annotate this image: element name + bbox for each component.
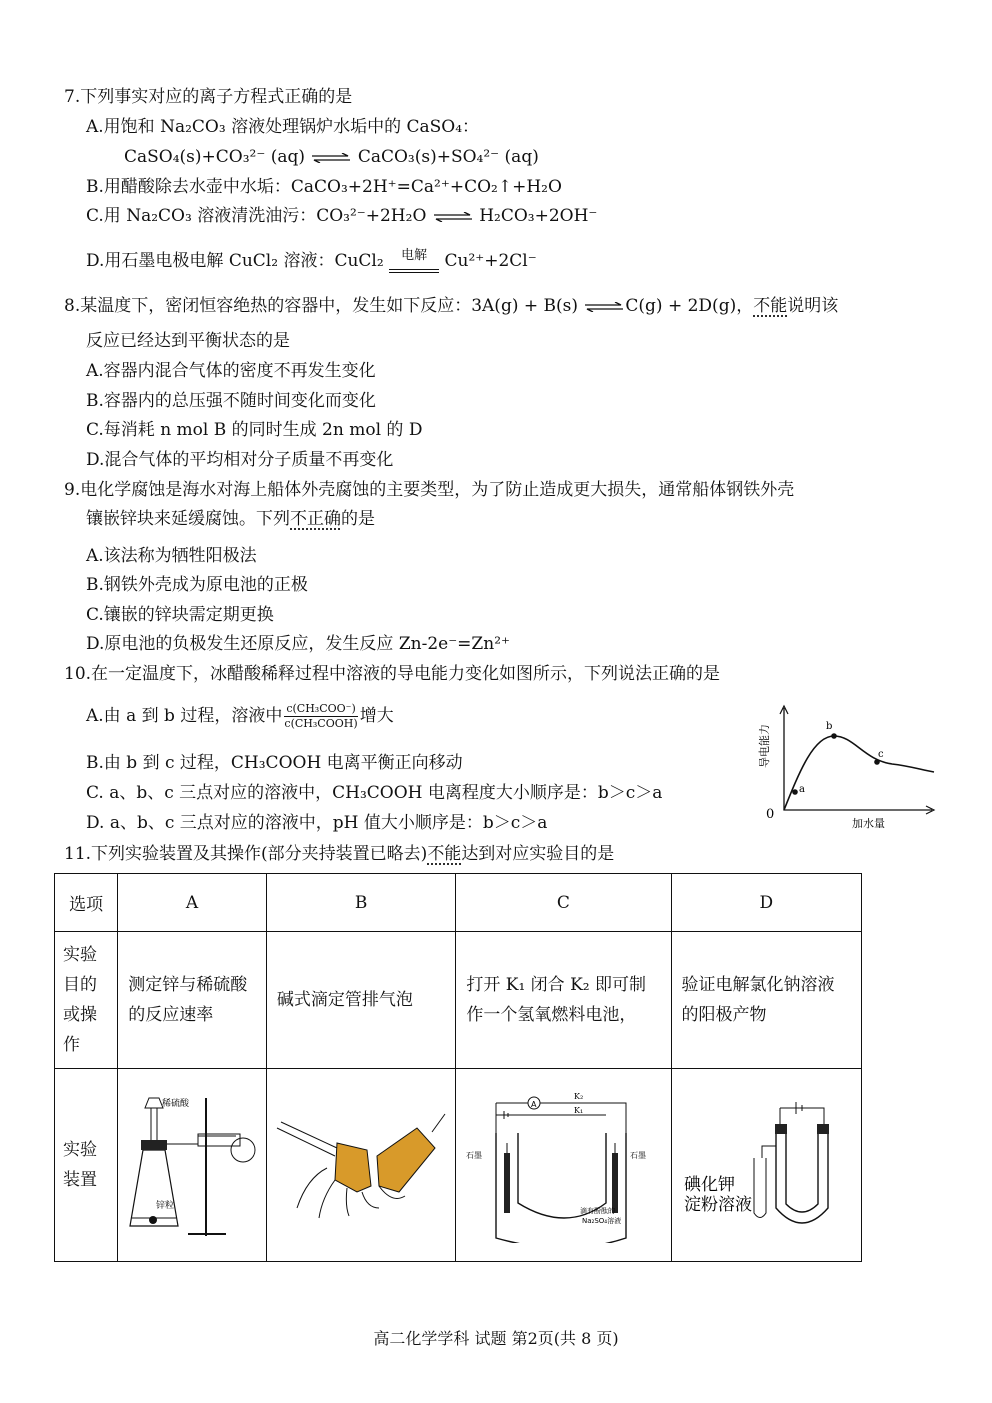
q7-a-eq-left: CaSO₄(s)+CO₃²⁻ (aq)	[124, 147, 306, 167]
origin-label: 0	[766, 807, 775, 822]
header-option: 选项	[55, 874, 118, 932]
solution-label-2: Na₂SO₄溶液	[582, 1216, 622, 1225]
q7-c-left: C.用 Na₂CO₃ 溶液清洗油污：CO₃²⁻+2H₂O	[86, 206, 427, 226]
q7-d-left: D.用石墨电极电解 CuCl₂ 溶液：CuCl₂	[86, 251, 384, 271]
q7-option-a: A.用饱和 Na₂CO₃ 溶液处理锅炉水垢中的 CaSO₄：	[86, 117, 480, 137]
equilibrium-arrow-icon	[585, 302, 623, 312]
device-d	[671, 1069, 861, 1262]
point-a	[792, 789, 798, 795]
q11-stem	[64, 842, 614, 866]
solution-label-1: 滴有酚酞的	[580, 1206, 616, 1215]
ki-label-1: 碘化钾	[683, 1174, 735, 1195]
q10-option-a	[86, 700, 394, 732]
purpose-a: 测定锌与稀硫酸的反应速率	[118, 932, 267, 1069]
q9-option-d: D.原电池的负极发生还原反应，发生反应 Zn-2e⁻=Zn²⁺	[86, 634, 510, 654]
header-c: C	[456, 874, 671, 932]
ki-label-2: 淀粉溶液	[683, 1194, 752, 1215]
right-electrode-label: 石墨	[630, 1150, 647, 1160]
q7-d-right: Cu²⁺+2Cl⁻	[444, 251, 537, 271]
table-row-purpose	[55, 932, 862, 1069]
q8-emphasis: 不能	[753, 296, 788, 316]
q8-stem-line2: 反应已经达到平衡状态的是	[86, 331, 290, 351]
electrolysis-u-tube-icon	[672, 1088, 852, 1238]
q9-stem-part2: 的是	[341, 509, 375, 529]
q11-emphasis: 不能	[427, 844, 462, 864]
device-a	[118, 1069, 267, 1262]
q8-option-b: B.容器内的总压强不随时间变化而变化	[86, 391, 376, 411]
equilibrium-arrow-icon	[312, 153, 350, 163]
page-footer: 高二化学学科 试题 第2页(共 8 页)	[373, 1329, 619, 1348]
q8-stem-line1	[64, 294, 838, 318]
q9-stem-line1: 9.电化学腐蚀是海水对海上船体外壳腐蚀的主要类型，为了防止造成更大损失，通常船体钢铁外壳	[64, 480, 795, 500]
q7-a-eq-right: CaCO₃(s)+SO₄²⁻ (aq)	[357, 147, 539, 167]
q9-stem-line2	[86, 507, 375, 531]
q10-option-c: C. a、b、c 三点对应的溶液中，CH₃COOH 电离程度大小顺序是：b＞c＞a	[86, 783, 663, 803]
k2-label: K₂	[574, 1091, 584, 1101]
q10-option-b: B.由 b 到 c 过程，CH₃COOH 电离平衡正向移动	[86, 753, 463, 773]
electrolysis-condition	[389, 248, 439, 273]
ammeter-label: A	[531, 1099, 537, 1109]
fuel-cell-u-tube-icon	[456, 1083, 656, 1243]
q7-option-b: B.用醋酸除去水壶中水垢：CaCO₃+2H⁺=Ca²⁺+CO₂↑+H₂O	[86, 177, 562, 197]
ratio-denominator: c(CH₃COOH)	[284, 717, 358, 730]
purpose-d: 验证电解氯化钠溶液的阳极产物	[671, 932, 861, 1069]
zinc-label: 锌粒	[156, 1200, 175, 1211]
table-header-row	[55, 874, 862, 932]
header-d: D	[671, 874, 861, 932]
header-b: B	[266, 874, 456, 932]
q7-option-d	[86, 249, 537, 273]
ratio-numerator: c(CH₃COO⁻)	[286, 702, 356, 715]
concentration-ratio	[284, 702, 357, 731]
left-electrode-label: 石墨	[466, 1150, 483, 1160]
y-axis-label: 导电能力	[758, 724, 771, 768]
q9-option-c: C.镶嵌的锌块需定期更换	[86, 605, 274, 625]
q11-stem-part2: 达到对应实验目的是	[461, 844, 615, 864]
q9-option-b: B.钢铁外壳成为原电池的正极	[86, 575, 308, 595]
label-a: a	[799, 784, 805, 795]
conductivity-graph	[742, 700, 942, 835]
point-b	[831, 733, 837, 739]
q10-a-pre: A.由 a 到 b 过程，溶液中	[86, 706, 283, 726]
flask-syringe-apparatus-icon	[118, 1088, 258, 1238]
q8-option-c: C.每消耗 n mol B 的同时生成 2n mol 的 D	[86, 420, 423, 440]
burette-bubble-removal-icon	[267, 1088, 447, 1238]
purpose-b: 碱式滴定管排气泡	[266, 932, 456, 1069]
purpose-label: 实验目的或操作	[55, 932, 118, 1069]
q8-option-a: A.容器内混合气体的密度不再发生变化	[86, 361, 376, 381]
header-a: A	[118, 874, 267, 932]
device-label: 实验装置	[55, 1069, 118, 1262]
device-c	[456, 1069, 671, 1262]
label-c: c	[878, 749, 884, 760]
q7-stem: 7.下列事实对应的离子方程式正确的是	[64, 87, 353, 107]
q8-option-d: D.混合气体的平均相对分子质量不再变化	[86, 450, 394, 470]
q9-emphasis: 不正确	[290, 509, 341, 529]
q9-option-a: A.该法称为牺牲阳极法	[86, 546, 257, 566]
q8-stem-part1: 8.某温度下，密闭恒容绝热的容器中，发生如下反应：3A(g) + B(s)	[64, 296, 578, 316]
q7-option-c	[86, 204, 597, 228]
equilibrium-arrow-icon	[434, 212, 472, 222]
q8-stem-part2: C(g) + 2D(g)，	[625, 296, 754, 316]
purpose-c: 打开 K₁ 闭合 K₂ 即可制作一个氢氧燃料电池，	[456, 932, 671, 1069]
x-axis-label: 加水量	[852, 817, 885, 830]
q7-c-right: H₂CO₃+2OH⁻	[479, 206, 598, 226]
point-c	[874, 759, 880, 765]
q9-stem-part1: 镶嵌锌块来延缓腐蚀。下列	[86, 509, 290, 529]
q10-option-d: D. a、b、c 三点对应的溶液中，pH 值大小顺序是：b＞c＞a	[86, 813, 548, 833]
q10-stem: 10.在一定温度下，冰醋酸稀释过程中溶液的导电能力变化如图所示，下列说法正确的是	[64, 664, 721, 684]
q7-d-cond: 电解	[401, 248, 428, 263]
experiment-table	[54, 873, 862, 1262]
acid-label: 稀硫酸	[162, 1098, 190, 1109]
q10-a-post: 增大	[359, 706, 394, 726]
q7-a-equation	[124, 145, 539, 169]
k1-label: K₁	[574, 1105, 584, 1115]
device-b	[266, 1069, 456, 1262]
table-row-device	[55, 1069, 862, 1262]
label-b: b	[826, 721, 833, 732]
q8-stem-part3: 说明该	[787, 296, 839, 316]
q11-stem-part1: 11.下列实验装置及其操作(部分夹持装置已略去)	[64, 844, 428, 864]
